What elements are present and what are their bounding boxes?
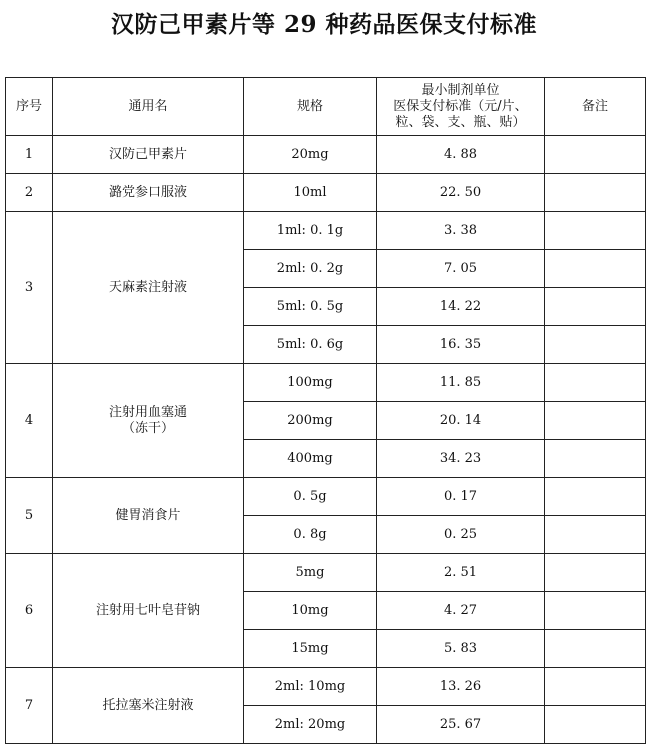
drug-name-line: 天麻素注射液	[108, 279, 187, 295]
cell-price: 5. 83	[377, 630, 545, 668]
cell-seq: 2	[6, 174, 53, 212]
drug-name-line: （冻干）	[121, 420, 174, 436]
cell-price: 3. 38	[377, 212, 545, 250]
cell-seq: 1	[6, 136, 53, 174]
table-body	[6, 136, 646, 744]
drug-name-line: 潞党参口服液	[108, 184, 187, 200]
cell-note	[545, 516, 646, 554]
header-price-line: 医保支付标准（元/片、	[393, 98, 528, 114]
drug-name-line: 托拉塞米注射液	[102, 697, 194, 713]
cell-price: 16. 35	[377, 326, 545, 364]
header-note: 备注	[545, 78, 646, 136]
cell-name	[53, 364, 244, 478]
cell-note	[545, 288, 646, 326]
cell-name	[53, 554, 244, 668]
cell-seq: 5	[6, 478, 53, 554]
cell-price: 25. 67	[377, 706, 545, 744]
cell-note	[545, 592, 646, 630]
cell-spec: 2ml: 20mg	[244, 706, 377, 744]
cell-spec: 1ml: 0. 1g	[244, 212, 377, 250]
cell-spec: 5mg	[244, 554, 377, 592]
cell-price: 7. 05	[377, 250, 545, 288]
cell-seq: 4	[6, 364, 53, 478]
cell-note	[545, 364, 646, 402]
cell-note	[545, 212, 646, 250]
drug-name-line: 汉防己甲素片	[108, 146, 187, 162]
cell-price: 0. 17	[377, 478, 545, 516]
cell-spec: 0. 5g	[244, 478, 377, 516]
cell-price: 22. 50	[377, 174, 545, 212]
cell-note	[545, 250, 646, 288]
cell-note	[545, 136, 646, 174]
header-name: 通用名	[53, 78, 244, 136]
table-row	[6, 136, 646, 174]
cell-price: 13. 26	[377, 668, 545, 706]
table-row	[6, 478, 646, 516]
cell-name	[53, 174, 244, 212]
cell-note	[545, 706, 646, 744]
cell-note	[545, 630, 646, 668]
table-row	[6, 668, 646, 706]
cell-seq: 7	[6, 668, 53, 744]
cell-note	[545, 326, 646, 364]
cell-spec: 20mg	[244, 136, 377, 174]
cell-seq: 6	[6, 554, 53, 668]
header-seq: 序号	[6, 78, 53, 136]
cell-spec: 15mg	[244, 630, 377, 668]
cell-price: 4. 27	[377, 592, 545, 630]
table-row	[6, 364, 646, 402]
header-price-line: 粒、袋、支、瓶、贴）	[395, 114, 526, 130]
header-price-line: 最小制剂单位	[421, 82, 500, 98]
cell-name	[53, 478, 244, 554]
cell-note	[545, 478, 646, 516]
cell-spec: 5ml: 0. 5g	[244, 288, 377, 326]
table-header-row	[6, 78, 646, 136]
cell-price: 14. 22	[377, 288, 545, 326]
drug-name-line: 健胃消食片	[115, 507, 181, 523]
cell-spec: 0. 8g	[244, 516, 377, 554]
cell-spec: 100mg	[244, 364, 377, 402]
drug-name-line: 注射用血塞通	[108, 404, 187, 420]
cell-price: 11. 85	[377, 364, 545, 402]
price-table	[5, 77, 646, 744]
cell-seq: 3	[6, 212, 53, 364]
cell-spec: 2ml: 10mg	[244, 668, 377, 706]
cell-name	[53, 668, 244, 744]
cell-spec: 2ml: 0. 2g	[244, 250, 377, 288]
cell-name	[53, 136, 244, 174]
cell-price: 2. 51	[377, 554, 545, 592]
cell-note	[545, 174, 646, 212]
cell-spec: 5ml: 0. 6g	[244, 326, 377, 364]
cell-note	[545, 402, 646, 440]
cell-price: 34. 23	[377, 440, 545, 478]
cell-spec: 10mg	[244, 592, 377, 630]
table-row	[6, 174, 646, 212]
cell-name	[53, 212, 244, 364]
cell-note	[545, 440, 646, 478]
cell-price: 0. 25	[377, 516, 545, 554]
cell-price: 4. 88	[377, 136, 545, 174]
table-row	[6, 212, 646, 250]
cell-price: 20. 14	[377, 402, 545, 440]
header-price	[377, 78, 545, 136]
drug-name-line: 注射用七叶皂苷钠	[95, 602, 200, 618]
cell-note	[545, 668, 646, 706]
page-title: 汉防己甲素片等 29 种药品医保支付标准	[110, 11, 538, 38]
cell-spec: 200mg	[244, 402, 377, 440]
table-row	[6, 554, 646, 592]
cell-spec: 10ml	[244, 174, 377, 212]
cell-spec: 400mg	[244, 440, 377, 478]
header-spec: 规格	[244, 78, 377, 136]
cell-note	[545, 554, 646, 592]
